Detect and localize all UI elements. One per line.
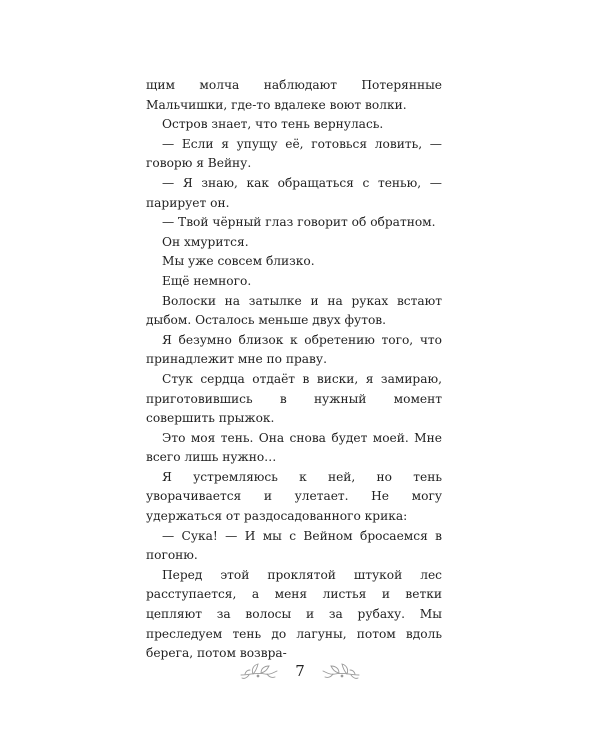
paragraph: — Я знаю, как обращаться с тенью, — парирует он.	[146, 175, 442, 210]
paragraph: Остров знает, что тень вернулась.	[162, 117, 384, 132]
paragraph: Я безумно близок к обретению того, что принадлежит мне по праву.	[146, 332, 442, 367]
paragraph: щим молча наблюдают Потерянные Мальчишки, где-то вдалеке воют волки.	[146, 78, 442, 112]
paragraph: Стук сердца отдаёт в виски, я замираю, приготовившись в нужный момент совершить прыжок.	[146, 371, 442, 426]
paragraph: Я устремляюсь к ней, но тень уворачивается и улетает. Не могу удержаться от раздосадованного крика:	[146, 469, 442, 524]
paragraph: — Твой чёрный глаз говорит об обратном.	[162, 215, 436, 230]
paragraph: Ещё немного.	[162, 273, 252, 288]
paragraph: Это моя тень. Она снова будет моей. Мне всего лишь нужно…	[146, 430, 442, 465]
paragraph: Он хмурится.	[162, 234, 249, 249]
page-number: 7	[295, 662, 305, 680]
floral-ornament-icon	[239, 660, 279, 682]
body-text	[146, 76, 442, 664]
paragraph: — Сука! — И мы с Вейном бросаемся в погоню.	[146, 528, 442, 563]
paragraph: Мы уже совсем близко.	[162, 254, 315, 269]
page-footer	[0, 656, 600, 686]
paragraph: Перед этой проклятой штукой лес расступается, а меня листья и ветки цепляют за волосы и за рубаху. Мы преследуем тень до лагуны, потом вдоль берега, потом возвра-	[146, 567, 442, 661]
floral-ornament-icon	[321, 660, 361, 682]
paragraph: Волоски на затылке и на руках встают дыбом. Осталось меньше двух футов.	[146, 293, 442, 328]
paragraph: — Если я упущу её, готовься ловить, — говорю я Вейну.	[146, 136, 442, 171]
